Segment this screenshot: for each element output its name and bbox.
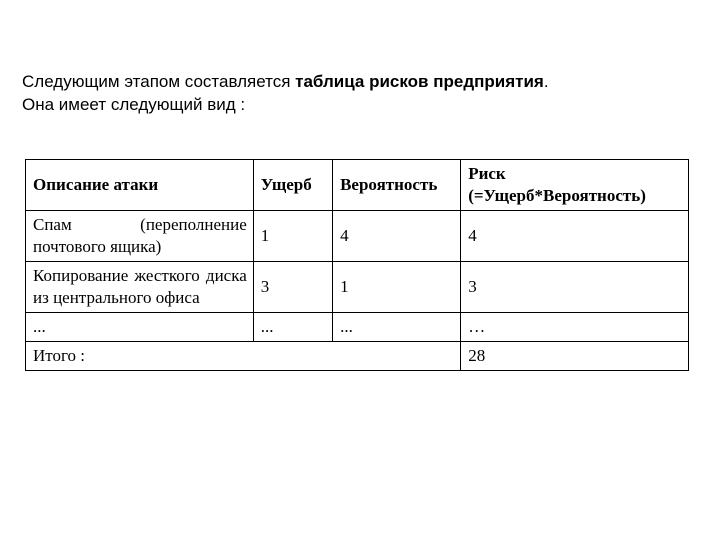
header-damage: Ущерб: [253, 160, 332, 211]
intro-line-1-suffix: .: [543, 72, 549, 91]
row-description: ...: [26, 313, 254, 342]
row-probability: 1: [333, 262, 461, 313]
risk-table: [25, 159, 689, 371]
table-row: [26, 211, 689, 262]
header-probability: Вероятность: [333, 160, 461, 211]
row-risk: …: [461, 313, 689, 342]
row-description: Копирование жесткого диска из центрального офиса: [26, 262, 254, 313]
intro-text: [22, 70, 702, 116]
row-damage: 1: [253, 211, 332, 262]
intro-line-2: Она имеет следующий вид :: [22, 95, 246, 114]
row-description: Спам (переполнение почтового ящика): [26, 211, 254, 262]
row-damage: ...: [253, 313, 332, 342]
intro-line-1-bold: таблица рисков предприятия: [295, 72, 544, 91]
row-probability: ...: [333, 313, 461, 342]
intro-line-1: [22, 70, 702, 93]
table-header-row: [26, 160, 689, 211]
table-total-row: [26, 342, 689, 371]
header-risk: Риск (=Ущерб*Вероятность): [461, 160, 689, 211]
header-description: Описание атаки: [26, 160, 254, 211]
table-row: [26, 262, 689, 313]
total-label: Итого :: [26, 342, 461, 371]
row-risk: 3: [461, 262, 689, 313]
table-row: [26, 313, 689, 342]
row-probability: 4: [333, 211, 461, 262]
row-damage: 3: [253, 262, 332, 313]
intro-line-1-prefix: Следующим этапом составляется: [22, 72, 296, 91]
total-value: 28: [461, 342, 689, 371]
row-risk: 4: [461, 211, 689, 262]
